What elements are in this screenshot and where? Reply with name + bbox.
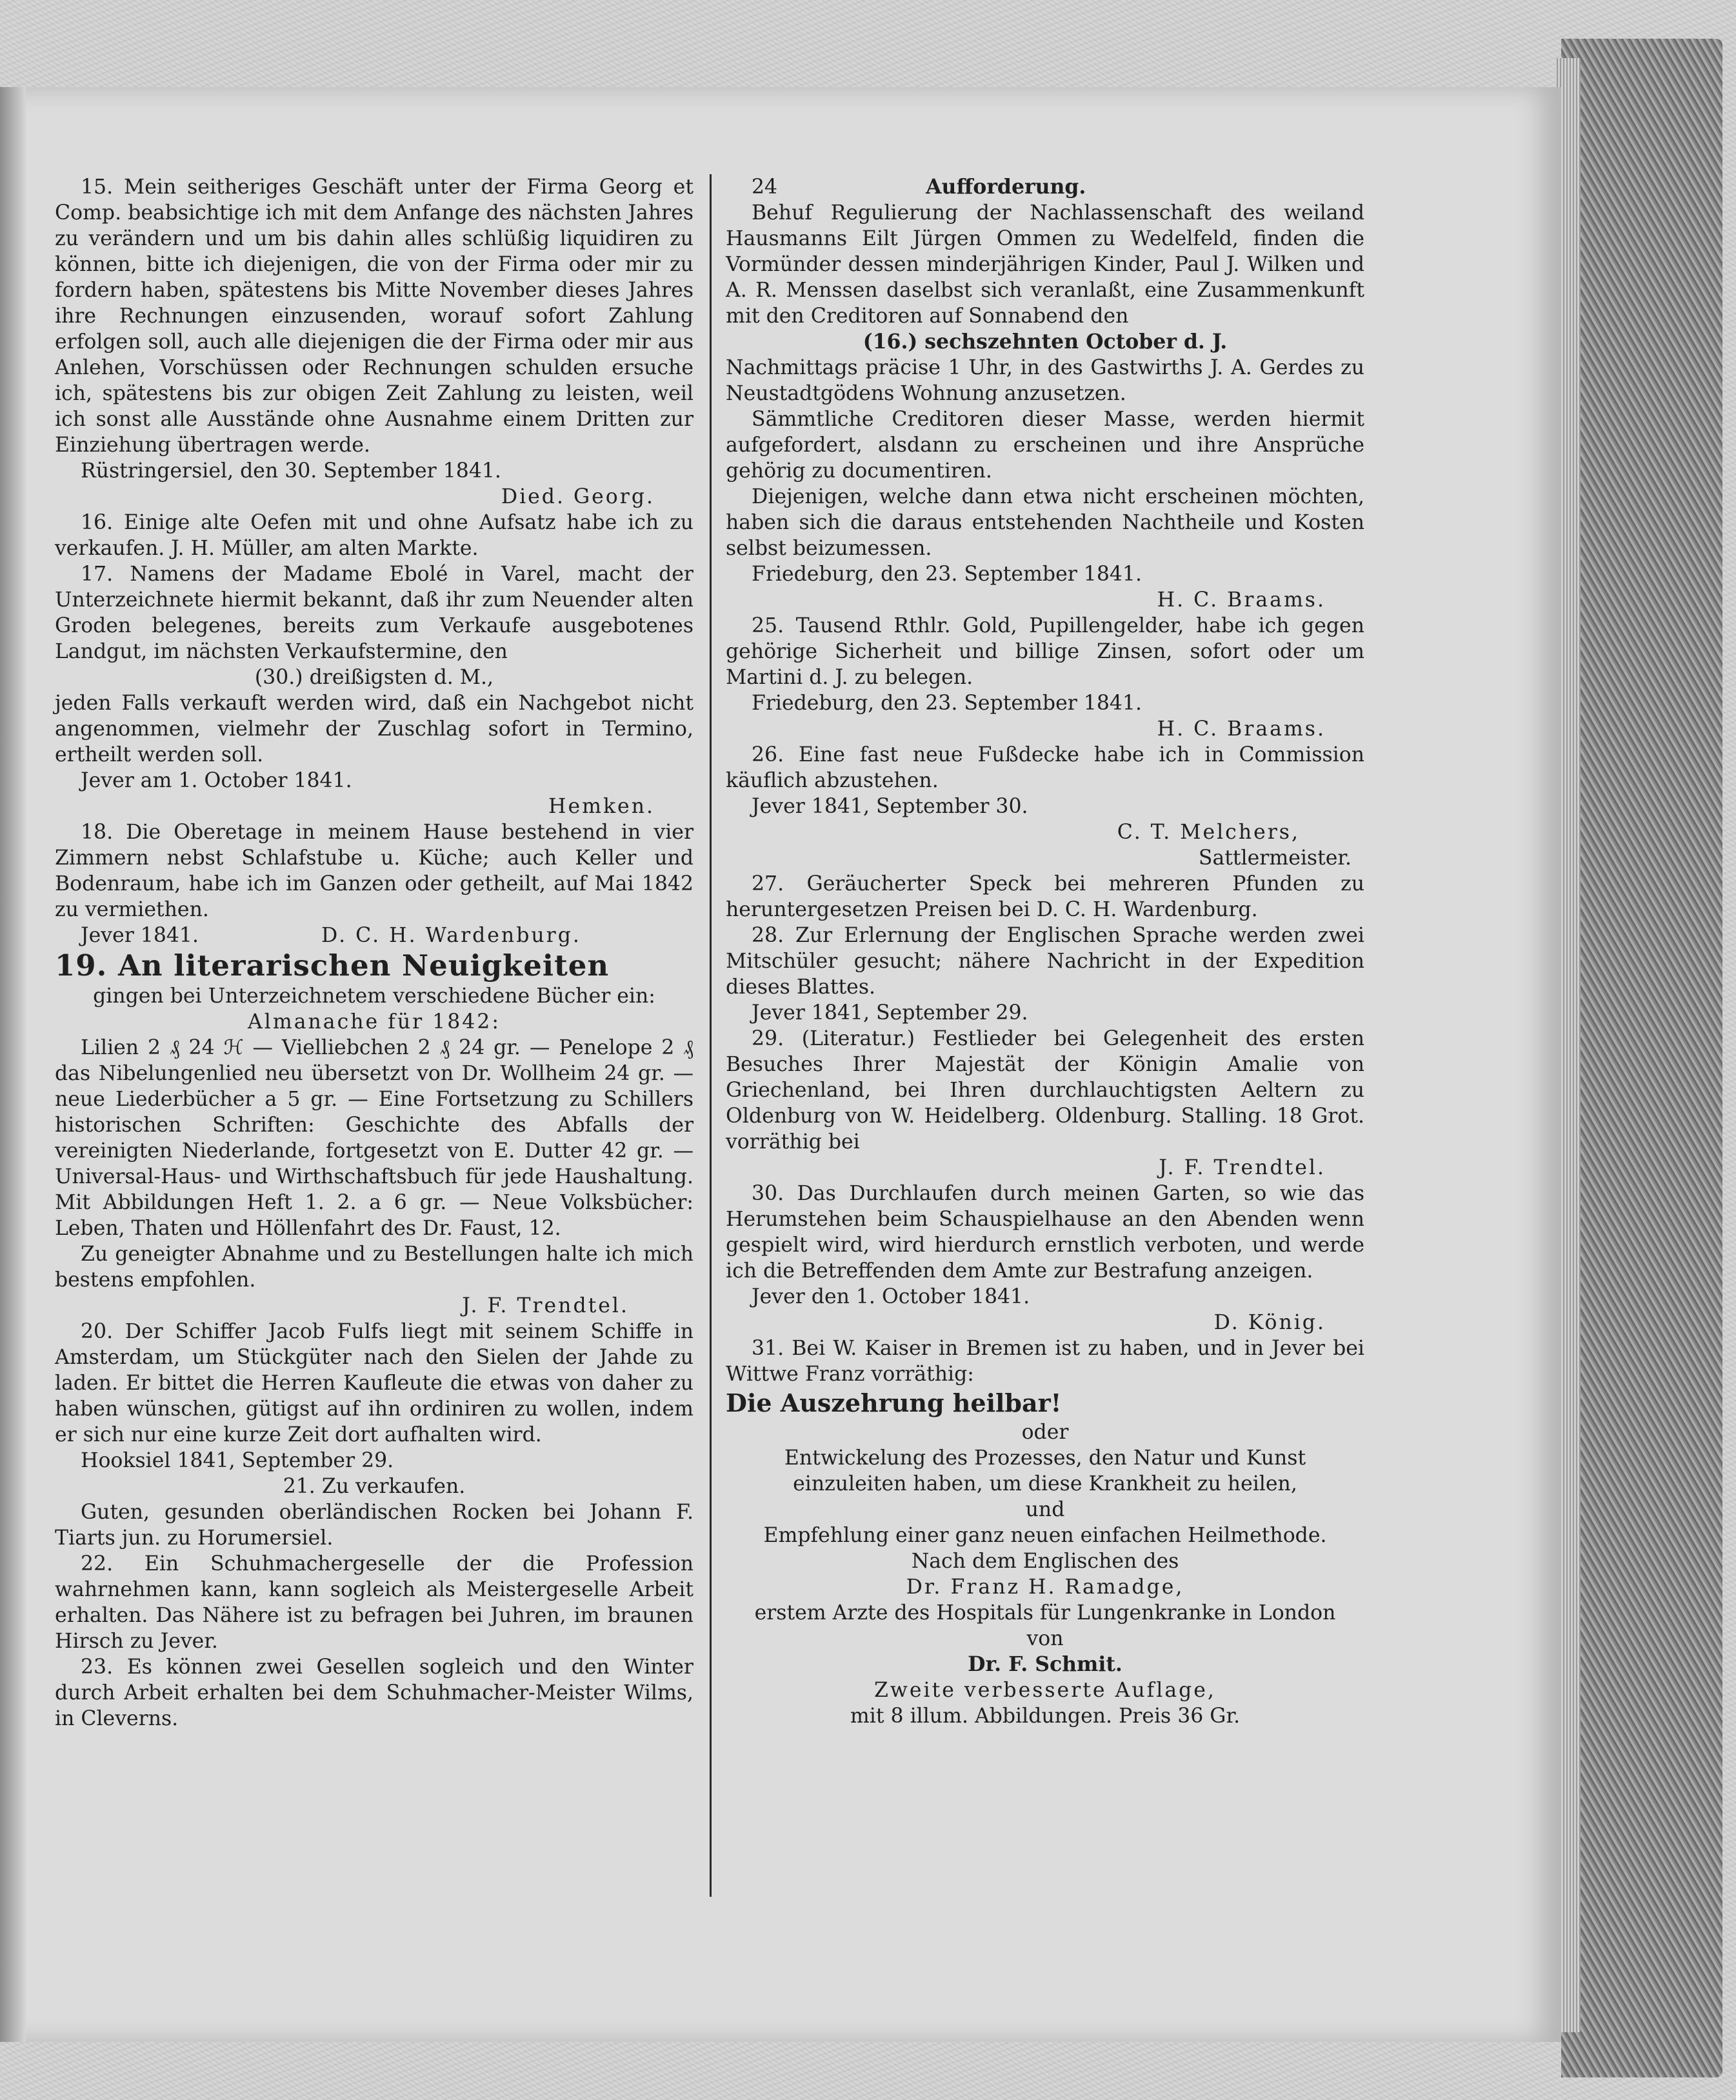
notice-30-signature: D. König.: [1213, 1311, 1326, 1334]
notice-28-place: Jever 1841, September 29.: [752, 1001, 1028, 1025]
notice-16: 16. Einige alte Oefen mit und ohne Aufsatz habe ich zu verkaufen. J. H. Müller, am alten Markte.: [55, 511, 693, 560]
notice-23: 23. Es können zwei Gesellen sogleich und den Winter durch Arbeit erhalten bei dem Schuhmacher-Meister Wilms, in Cleverns.: [55, 1655, 693, 1730]
notice-31-oder: oder: [1021, 1421, 1069, 1444]
column-divider: [710, 174, 712, 1897]
notice-25-place: Friedeburg, den 23. September 1841.: [752, 692, 1142, 715]
notice-26: 26. Eine fast neue Fußdecke habe ich in Commission käuflich abzustehen.: [726, 743, 1364, 792]
notice-26-place: Jever 1841, September 30.: [752, 795, 1028, 818]
notice-24-b: Sämmtliche Creditoren dieser Masse, werden hiermit aufgefordert, alsdann zu erscheinen und ihre Ansprüche gehörig zu documentiren.: [726, 408, 1364, 483]
notice-31-line4: Dr. Franz H. Ramadge,: [906, 1575, 1184, 1599]
notice-18: 18. Die Oberetage in meinem Hause bestehend in vier Zimmern nebst Schlafstube u. Küche; auch Keller und Bodenraum, habe ich im Ganzen oder getheilt, auf Mai 1842 zu vermiethen.: [55, 821, 693, 921]
notice-30: 30. Das Durchlaufen durch meinen Garten, so wie das Herumstehen beim Schauspielhause an den Abenden wenn gespielt wird, wird hierdurch ernstlich verboten, und werde ich die Betreffenden dem Amte zur Bestrafung anzeigen.: [726, 1182, 1364, 1283]
left-column: [55, 174, 693, 1732]
notice-17-continued: jeden Falls verkauft werden wird, daß ein Nachgebot nicht angenommen, vielmehr der Zuschlag sofort in Termino, ertheilt werden soll.: [55, 692, 693, 766]
notice-19-signature: J. F. Trendtel.: [462, 1294, 629, 1317]
notice-15: 15. Mein seitheriges Geschäft unter der Firma Georg et Comp. beabsichtige ich mit dem Anfange des nächsten Jahres zu verändern und um bis dahin alles schlüßig liquidiren zu können, bitte ich diejenigen, die von der Firma oder mir zu fordern haben, spätestens bis Mitte November dieses Jahres ihre Rechnungen einzusenden, worauf sofort Zahlung erfolgen soll, auch alle diejenigen die der Firma oder mir aus Anlehen, Vorschüssen oder Rechnungen schulden ersuche ich, spätestens bis zur obigen Zeit Zahlung zu leisten, weil ich sonst alle Ausstände ohne Ausnahme einem Dritten zur Einziehung übertragen werde.: [55, 175, 693, 457]
notice-21: Guten, gesunden oberländischen Rocken bei Johann F. Tiarts jun. zu Horumersiel.: [55, 1501, 693, 1550]
notice-24-signature: H. C. Braams.: [1157, 588, 1326, 612]
notice-20: 20. Der Schiffer Jacob Fulfs liegt mit seinem Schiffe in Amsterdam, um Stückgüter nach den Sielen der Jahde zu laden. Er bittet die Herren Kaufleute die etwas von daher zu haben wünschen, gütigst auf ihn ordiniren zu wollen, indem er sich nur eine kurze Zeit dort aufhalten wird.: [55, 1320, 693, 1446]
notice-18-signature: D. C. H. Wardenburg.: [321, 924, 581, 947]
notice-31-line8: mit 8 illum. Abbildungen. Preis 36 Gr.: [850, 1705, 1241, 1728]
notice-17: 17. Namens der Madame Ebolé in Varel, macht der Unterzeichnete hiermit bekannt, daß ihr zum Neuender alten Groden belegenes, bereits zum Verkaufe ausgebotenes Landgut, im nächsten Verkaufstermine, den: [55, 563, 693, 663]
notice-20-place: Hooksiel 1841, September 29.: [81, 1449, 394, 1472]
notice-17-signature: Hemken.: [548, 795, 655, 818]
notice-17-place: Jever am 1. October 1841.: [81, 769, 352, 792]
notice-30-place: Jever den 1. October 1841.: [752, 1285, 1030, 1308]
notice-15-place: Rüstringersiel, den 30. September 1841.: [81, 459, 501, 483]
notice-26-signature: C. T. Melchers,: [1117, 821, 1300, 844]
notice-31-und: und: [1025, 1498, 1065, 1521]
notice-22: 22. Ein Schuhmachergeselle der die Profession wahrnehmen kann, kann sogleich als Meistergeselle Arbeit erhalten. Das Nähere ist zu befragen bei Juhren, im braunen Hirsch zu Jever.: [55, 1552, 693, 1653]
right-column: [726, 174, 1364, 1729]
notice-31-title: Die Auszehrung heilbar!: [726, 1388, 1062, 1417]
notice-25: 25. Tausend Rthlr. Gold, Pupillengelder, habe ich gegen gehörige Sicherheit und billige Zinsen, sofort oder um Martini d. J. zu belegen.: [726, 614, 1364, 689]
notice-24-date: (16.) sechszehnten October d. J.: [863, 330, 1228, 354]
page-gutter: [0, 87, 26, 2042]
notice-27: 27. Geräucherter Speck bei mehreren Pfunden zu heruntergesetzen Preisen bei D. C. H. Wardenburg.: [726, 872, 1364, 921]
notice-25-signature: H. C. Braams.: [1157, 717, 1326, 741]
notice-18-place-sign: [55, 923, 693, 948]
notice-17-date: (30.) dreißigsten d. M.,: [254, 666, 494, 689]
notice-31: 31. Bei W. Kaiser in Bremen ist zu haben, und in Jever bei Wittwe Franz vorräthig:: [726, 1337, 1364, 1386]
notice-19-title: 19. An literarischen Neuigkeiten: [55, 948, 610, 983]
notice-31-line6: Dr. F. Schmit.: [968, 1652, 1122, 1676]
notice-31-line3: Nach dem Englischen des: [911, 1550, 1179, 1573]
notice-18-place: Jever 1841.: [81, 924, 199, 947]
notice-26-role: Sattlermeister.: [1198, 846, 1352, 870]
notice-15-signature: Died. Georg.: [501, 485, 655, 508]
notice-24-title: Aufforderung.: [926, 175, 1086, 199]
notice-19-subtitle: gingen bei Unterzeichnetem verschiedene Bücher ein:: [93, 985, 655, 1008]
notice-24-place: Friedeburg, den 23. September 1841.: [752, 563, 1142, 586]
notice-29-signature: J. F. Trendtel.: [1159, 1156, 1326, 1179]
notice-24: Behuf Regulierung der Nachlassenschaft des weiland Hausmanns Eilt Jürgen Ommen zu Wedelfeld, finden die Vormünder dessen minderjährigen Kinder, Paul J. Wilken und A. R. Menssen daselbst sich veranlaßt, eine Zusammenkunft mit den Creditoren auf Sonnabend den: [726, 201, 1364, 328]
notice-19-end: Zu geneigter Abnahme und zu Bestellungen halte ich mich bestens empfohlen.: [55, 1243, 693, 1292]
notice-24-continued: Nachmittags präcise 1 Uhr, in des Gastwirths J. A. Gerdes zu Neustadtgödens Wohnung anzusetzen.: [726, 356, 1364, 405]
notice-19-text: Lilien 2 ₰ 24 ℋ — Vielliebchen 2 ₰ 24 gr. — Penelope 2 ₰ das Nibelungenlied neu übersetzt von Dr. Wollheim 24 gr. — neue Liederbücher a 5 gr. — Eine Fortsetzung zu Schillers historischen Schriften: Geschichte des Abfalls der vereinigten Niederlande, fortgesetzt von E. Dutter 42 gr. — Universal-Haus- und Wirthschaftsbuch für jede Haushaltung. Mit Abbildungen Heft 1. 2. a 6 gr. — Neue Volksbücher: Leben, Thaten und Höllenfahrt des Dr. Faust, 12.: [55, 1036, 693, 1240]
notice-31-von: von: [1026, 1627, 1064, 1650]
notice-21-heading: 21. Zu verkaufen.: [283, 1475, 466, 1498]
notice-24-number: 24: [752, 175, 778, 199]
notice-24-c: Diejenigen, welche dann etwa nicht erscheinen möchten, haben sich die daraus entstehenden Nachtheile und Kosten selbst beizumessen.: [726, 485, 1364, 560]
notice-29: 29. (Literatur.) Festlieder bei Gelegenheit des ersten Besuches Ihrer Majestät der Königin Amalie von Griechenland, bei Ihren durchlauchtigsten Aeltern zu Oldenburg von W. Heidelberg. Oldenburg. Stalling. 18 Grot. vorräthig bei: [726, 1027, 1364, 1154]
notice-24-header: [726, 174, 1364, 200]
notice-28: 28. Zur Erlernung der Englischen Sprache werden zwei Mitschüler gesucht; nähere Nachricht in der Expedition dieses Blattes.: [726, 924, 1364, 999]
notice-31-line1: Entwickelung des Prozesses, den Natur und Kunst einzuleiten haben, um diese Krankheit zu heilen,: [784, 1446, 1306, 1495]
book-cover-edge: [1561, 39, 1722, 2077]
notice-31-line5: erstem Arzte des Hospitals für Lungenkranke in London: [754, 1601, 1336, 1625]
notice-31-line2: Empfehlung einer ganz neuen einfachen Heilmethode.: [763, 1524, 1327, 1547]
notice-31-line7: Zweite verbesserte Auflage,: [874, 1679, 1216, 1702]
notice-19-almanach: Almanache für 1842:: [248, 1010, 501, 1034]
